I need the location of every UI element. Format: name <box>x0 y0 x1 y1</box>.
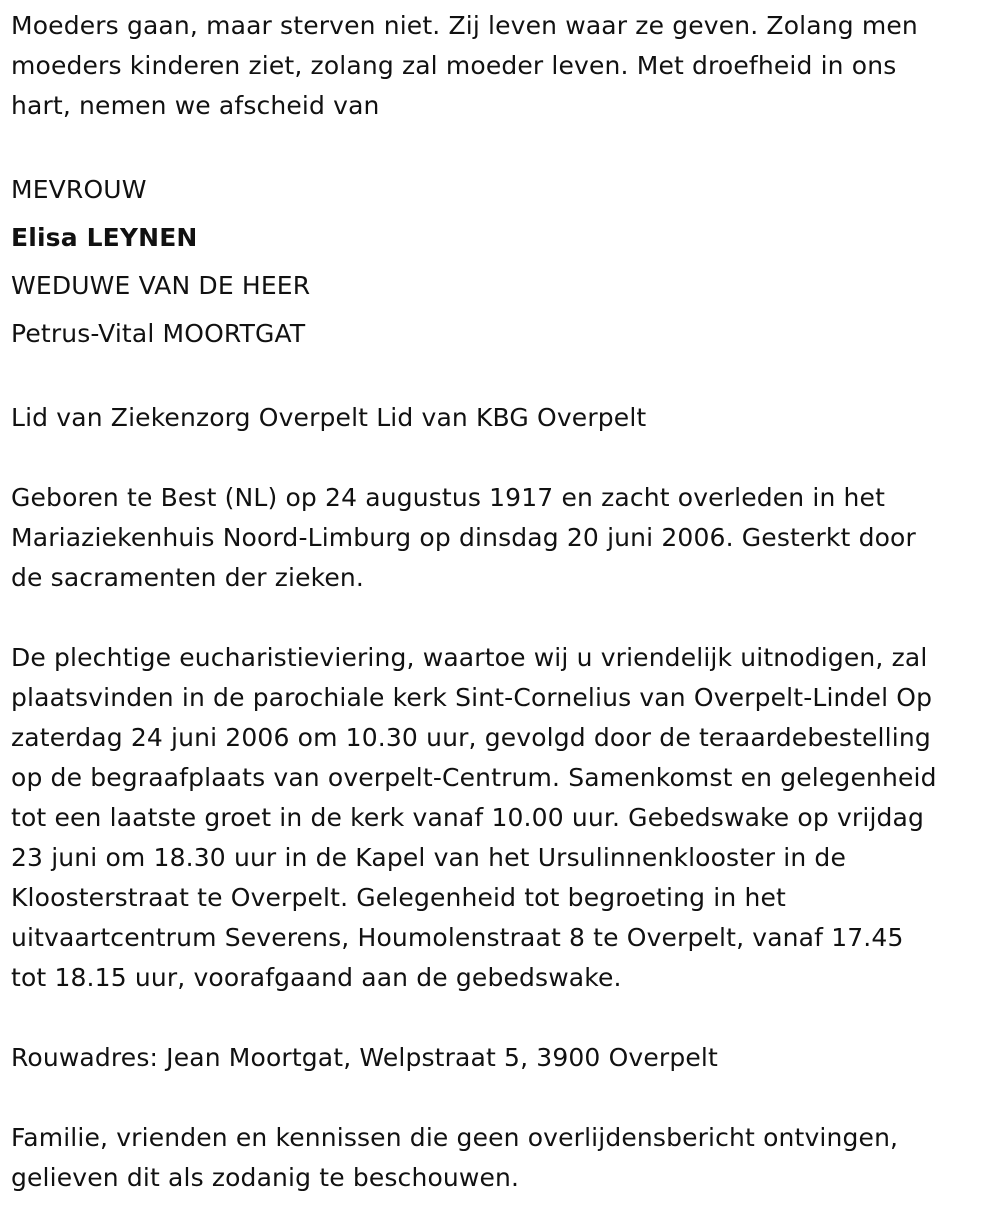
ceremony-paragraph: De plechtige eucharistieviering, waartoe wij u vriendelijk uitnodigen, zal plaatsvinden in de parochiale kerk Sint-Cornelius van Overpelt-Lindel Op zaterdag 24 juni 2006 om 10.30 uur, gevolgd door de teraardebestelling op de begraafplaats van overpelt-Centrum. Samenkomst en gelegenheid tot een laatste groet in de kerk vanaf 10.00 uur. Gebedswake op vrijdag 23 juni om 18.30 uur in de Kapel van het Ursulinnenklooster in de Kloosterstraat te Overpelt. Gelegenheid tot begroeting in het uitvaartcentrum Severens, Houmolenstraat 8 te Overpelt, vanaf 17.45 tot 18.15 uur, voorafgaand aan de gebedswake. <box>11 643 937 992</box>
honorific-title: MEVROUW <box>11 175 147 204</box>
intro-paragraph: Moeders gaan, maar sterven niet. Zij leven waar ze geven. Zolang men moeders kinderen ziet, zolang zal moeder leven. Met droefheid in ons hart, nemen we afscheid van <box>11 11 918 120</box>
memberships-line: Lid van Ziekenzorg Overpelt Lid van KBG Overpelt <box>11 403 647 432</box>
spacer <box>11 998 1000 1038</box>
spacer <box>11 598 1000 638</box>
birth-death-paragraph: Geboren te Best (NL) op 24 augustus 1917 en zacht overleden in het Mariaziekenhuis Noord-Limburg op dinsdag 20 juni 2006. Gesterkt door de sacramenten der zieken. <box>11 483 916 592</box>
spacer <box>11 438 1000 478</box>
spacer <box>11 358 1000 398</box>
mourning-address: Rouwadres: Jean Moortgat, Welpstraat 5, 3900 Overpelt <box>11 1043 718 1072</box>
closing-paragraph: Familie, vrienden en kennissen die geen overlijdensbericht ontvingen, gelieven dit als zodanig te beschouwen. <box>11 1123 899 1192</box>
spacer <box>11 126 1000 166</box>
spouse-name: Petrus-Vital MOORTGAT <box>11 319 306 348</box>
spacer <box>11 1078 1000 1118</box>
deceased-name: Elisa LEYNEN <box>11 223 198 252</box>
relation-line: WEDUWE VAN DE HEER <box>11 271 311 300</box>
